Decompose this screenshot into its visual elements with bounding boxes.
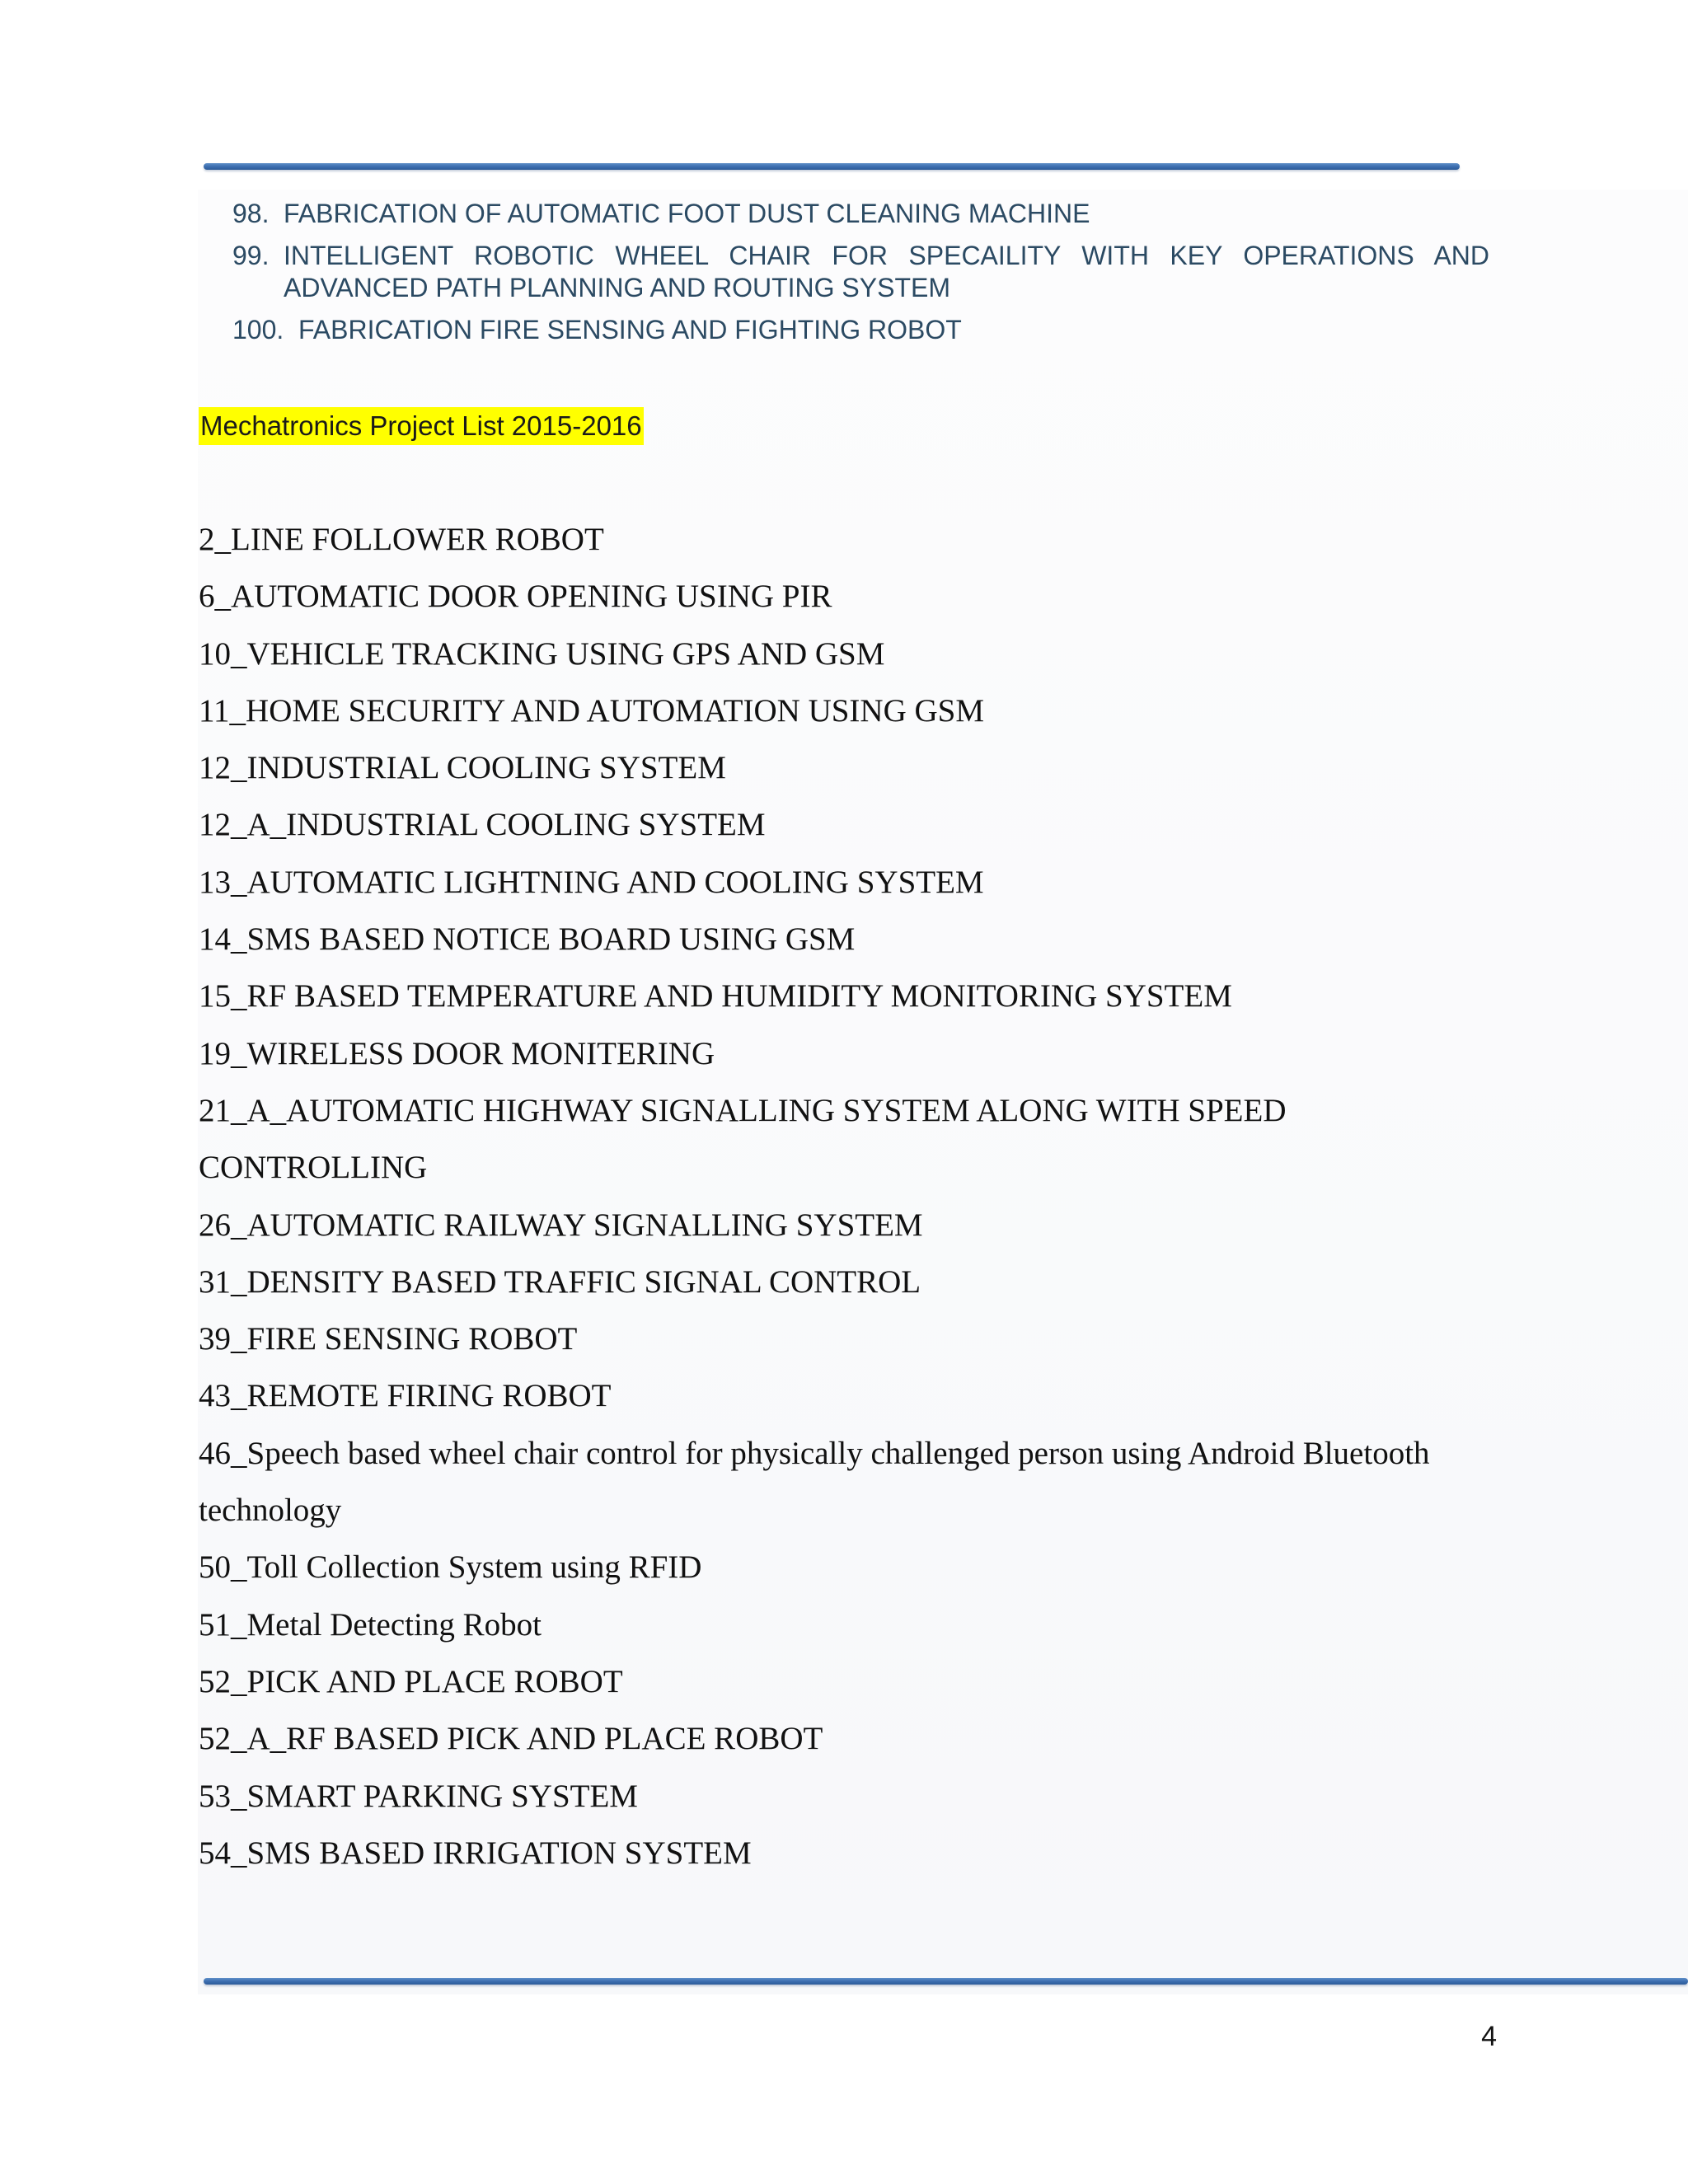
list-item: 43_REMOTE FIRING ROBOT <box>199 1378 612 1414</box>
numbered-project-list <box>232 198 1489 356</box>
list-item: 12_A_INDUSTRIAL COOLING SYSTEM <box>199 807 766 843</box>
footer-rule <box>204 1978 1688 1985</box>
list-item: 19_WIRELESS DOOR MONITERING <box>199 1035 715 1071</box>
list-item: 52_PICK AND PLACE ROBOT <box>199 1663 623 1699</box>
item-text: INTELLIGENT ROBOTIC WHEEL CHAIR FOR SPECAILITY WITH KEY OPERATIONS AND ADVANCED PATH PLANNING AND ROUTING SYSTEM <box>284 241 1489 302</box>
item-number: 100. <box>232 315 284 344</box>
list-item: 2_LINE FOLLOWER ROBOT <box>199 522 604 557</box>
header-rule <box>204 163 1460 170</box>
list-item: 52_A_RF BASED PICK AND PLACE ROBOT <box>199 1721 823 1757</box>
list-item: 53_SMART PARKING SYSTEM <box>199 1778 638 1814</box>
list-item: 51_Metal Detecting Robot <box>199 1606 542 1643</box>
section-title: Mechatronics Project List 2015-2016 <box>199 407 644 445</box>
list-item: 13_AUTOMATIC LIGHTNING AND COOLING SYSTEM <box>199 864 984 900</box>
list-item: 12_INDUSTRIAL COOLING SYSTEM <box>199 750 726 786</box>
list-item: 31_DENSITY BASED TRAFFIC SIGNAL CONTROL <box>199 1263 921 1300</box>
item-text: FABRICATION OF AUTOMATIC FOOT DUST CLEANING MACHINE <box>284 199 1090 228</box>
list-item: 39_FIRE SENSING ROBOT <box>199 1321 578 1357</box>
list-item: 15_RF BASED TEMPERATURE AND HUMIDITY MONITORING SYSTEM <box>199 978 1232 1015</box>
numbered-item <box>232 198 1489 230</box>
list-item: 10_VEHICLE TRACKING USING GPS AND GSM <box>199 635 885 672</box>
project-list <box>199 511 1484 1882</box>
list-item: 26_AUTOMATIC RAILWAY SIGNALLING SYSTEM <box>199 1207 923 1243</box>
numbered-item <box>232 240 1489 304</box>
item-number: 98. <box>232 199 270 228</box>
list-item: 14_SMS BASED NOTICE BOARD USING GSM <box>199 921 856 958</box>
item-number: 99. <box>232 241 270 270</box>
list-item: 54_SMS BASED IRRIGATION SYSTEM <box>199 1835 752 1871</box>
numbered-item <box>232 314 1489 346</box>
list-item: 50_Toll Collection System using RFID <box>199 1549 702 1586</box>
page-number: 4 <box>1481 2021 1497 2052</box>
list-item: 11_HOME SECURITY AND AUTOMATION USING GSM <box>199 692 985 729</box>
list-item: 46_Speech based wheel chair control for physically challenged person using Android Bluetooth technology <box>199 1435 1430 1529</box>
item-text: FABRICATION FIRE SENSING AND FIGHTING ROBOT <box>298 315 962 344</box>
list-item: 6_AUTOMATIC DOOR OPENING USING PIR <box>199 579 832 615</box>
list-item: 21_A_AUTOMATIC HIGHWAY SIGNALLING SYSTEM ALONG WITH SPEED CONTROLLING <box>199 1092 1287 1186</box>
